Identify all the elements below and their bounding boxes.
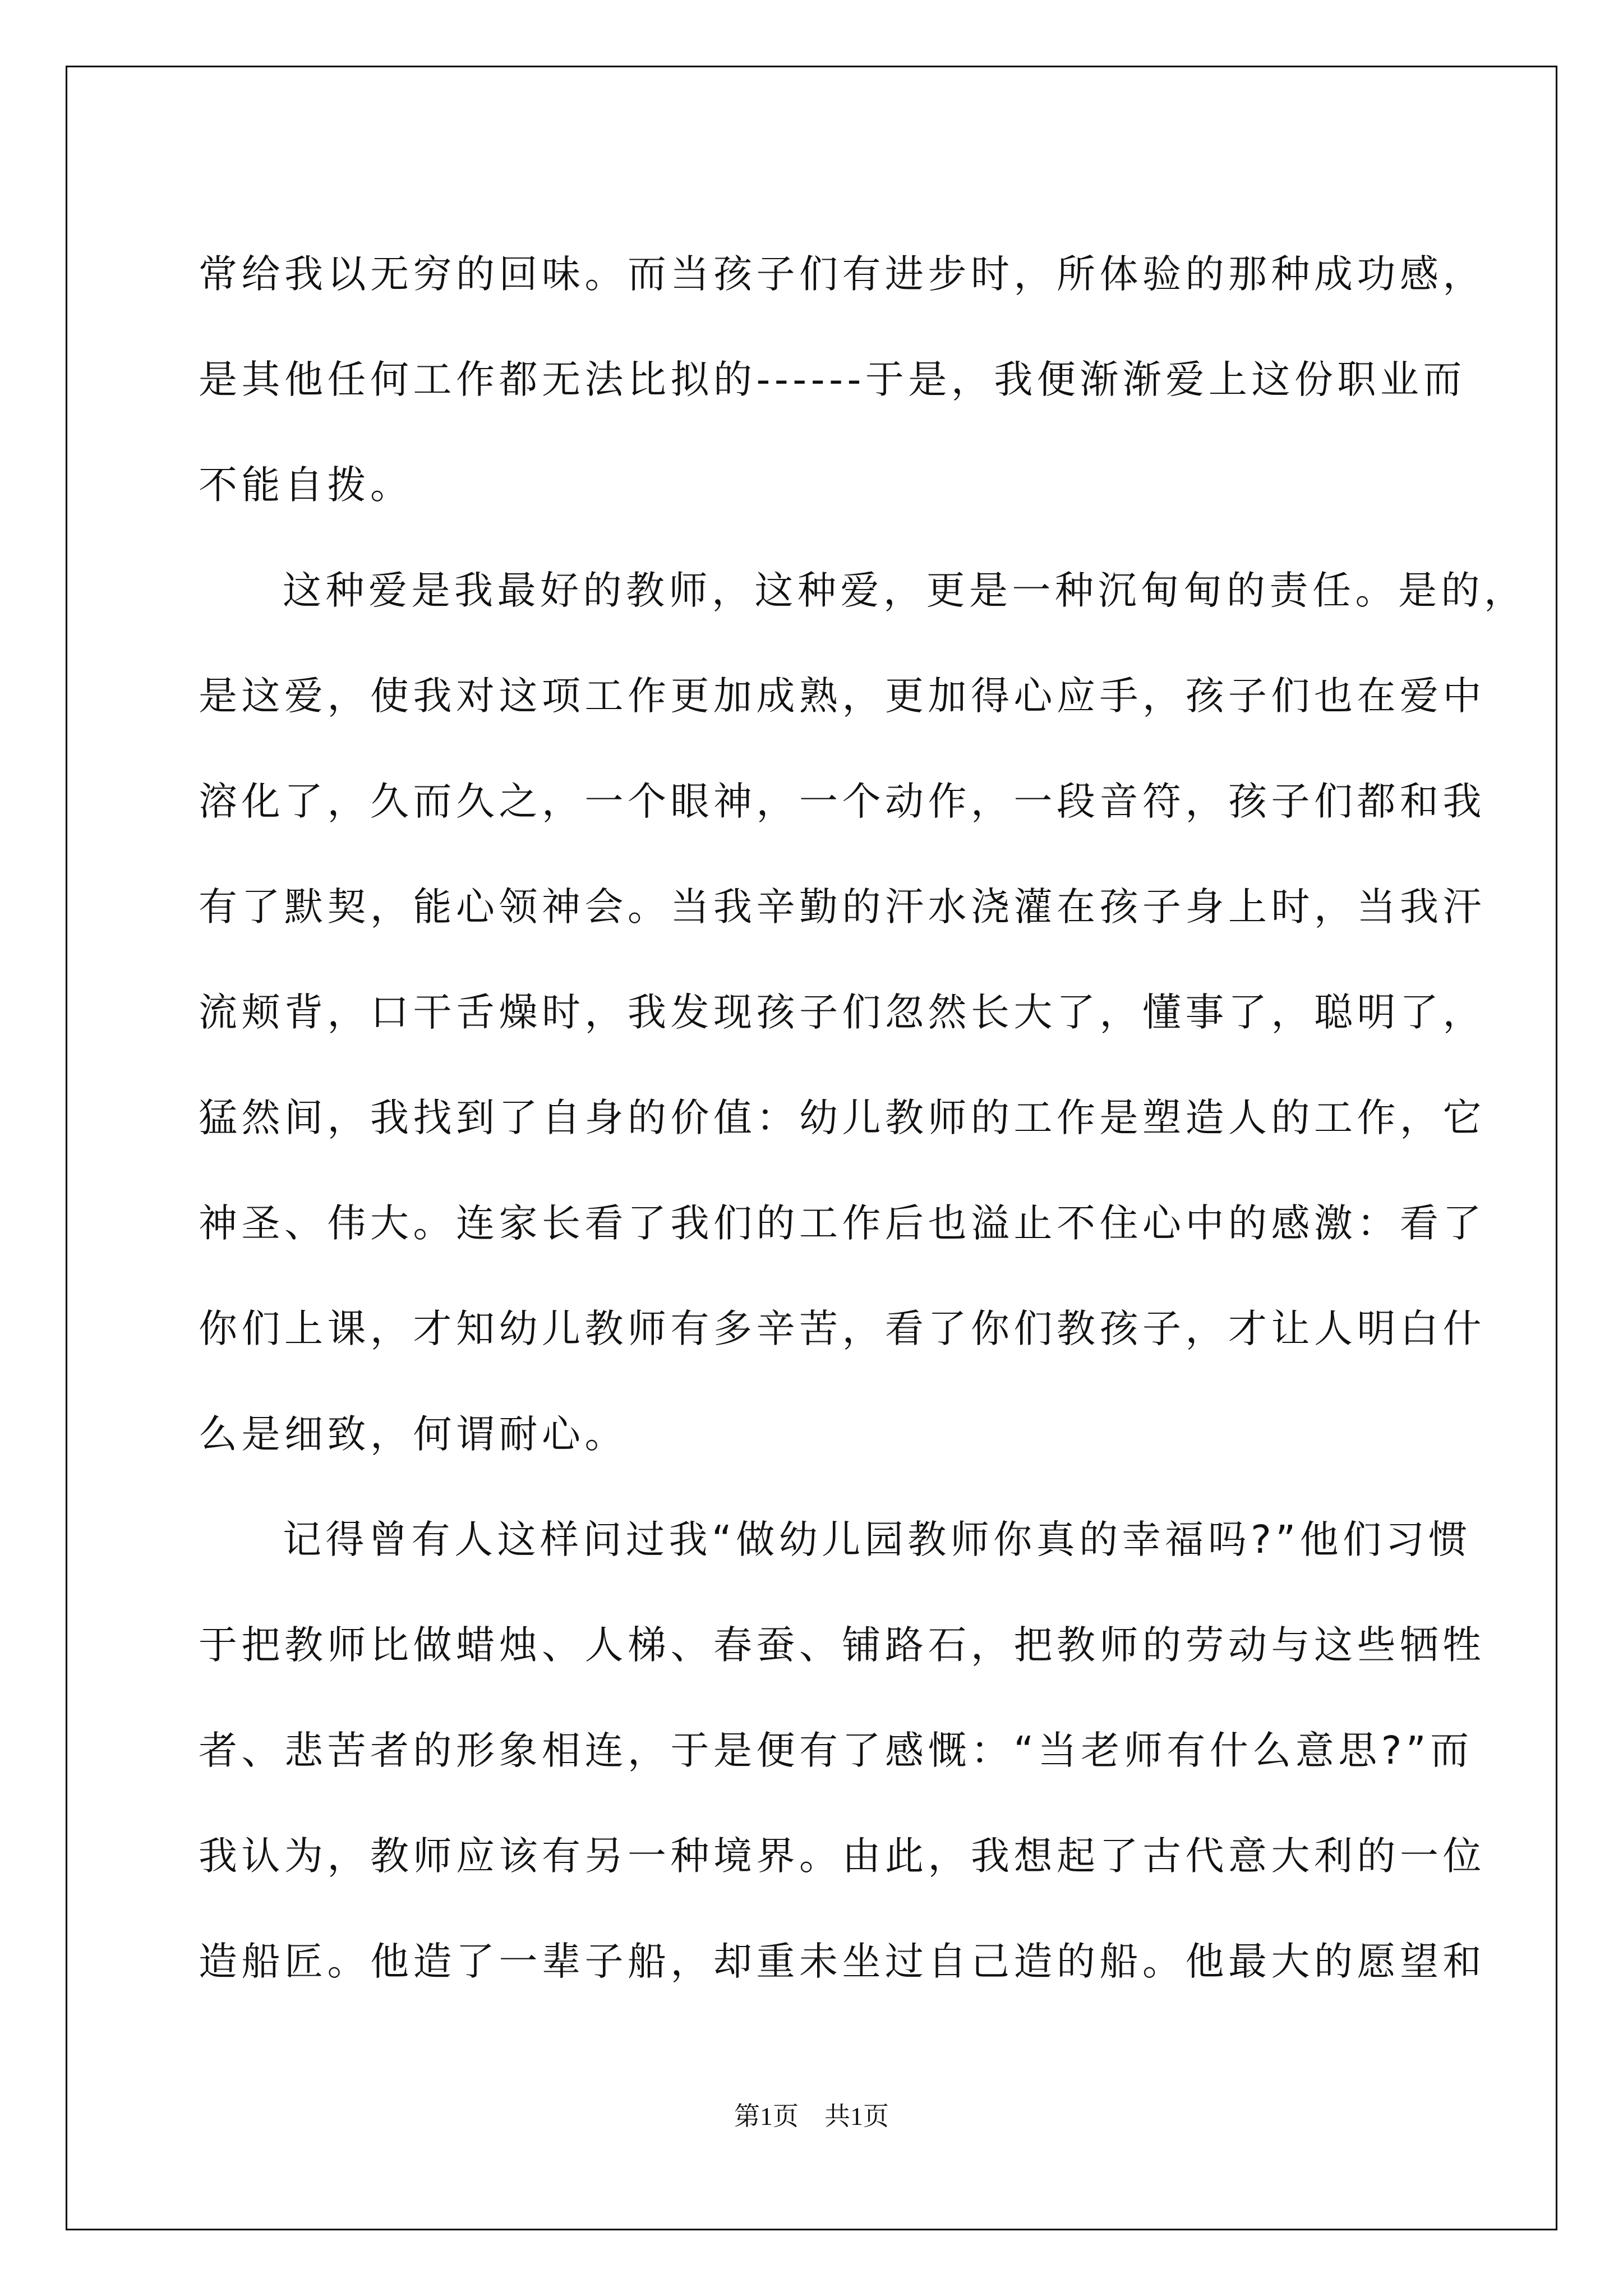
text-line: 有了默契，能心领神会。当我辛勤的汗水浇灌在孩子身上时，当我汗 bbox=[199, 885, 1486, 930]
text-line: 不能自拨。 bbox=[199, 463, 413, 508]
text-line: 猛然间，我找到了自身的价值：幼儿教师的工作是塑造人的工作，它 bbox=[199, 1096, 1486, 1140]
text-line: 这种爱是我最好的教师，这种爱，更是一种沉甸甸的责任。是的， bbox=[283, 568, 1527, 613]
paragraph-3 bbox=[199, 1487, 1486, 2014]
text-line: 常给我以无穷的回味。而当孩子们有进步时，所体验的那种成功感， bbox=[199, 252, 1486, 297]
text-line: 者、悲苦者的形象相连，于是便有了感慨：“当老师有什么意思?”而 bbox=[199, 1728, 1473, 1773]
text-line: 么是细致，何谓耐心。 bbox=[199, 1412, 628, 1457]
text-line: 你们上课，才知幼儿教师有多辛苦，看了你们教孩子，才让人明白什 bbox=[199, 1306, 1486, 1351]
text-line: 神圣、伟大。连家长看了我们的工作后也溢止不住心中的感激：看了 bbox=[199, 1201, 1486, 1246]
text-line: 是其他任何工作都无法比拟的------于是，我便渐渐爱上这份职业而 bbox=[199, 357, 1466, 402]
text-line: 流颊背，口干舌燥时，我发现孩子们忽然长大了，懂事了，聪明了， bbox=[199, 990, 1486, 1035]
text-line: 我认为，教师应该有另一种境界。由此，我想起了古代意大利的一位 bbox=[199, 1834, 1486, 1879]
paragraph-2 bbox=[199, 538, 1527, 1487]
document-body bbox=[199, 222, 1527, 2014]
page-footer: 第1页 共1页 bbox=[734, 2102, 889, 2131]
text-line: 造船匠。他造了一辈子船，却重未坐过自己造的船。他最大的愿望和 bbox=[199, 1939, 1486, 1984]
text-line: 记得曾有人这样问过我“做幼儿园教师你真的幸福吗?”他们习惯 bbox=[283, 1517, 1472, 1562]
text-line: 溶化了，久而久之，一个眼神，一个动作，一段音符，孩子们都和我 bbox=[199, 779, 1486, 824]
text-line: 是这爱，使我对这项工作更加成熟，更加得心应手，孩子们也在爱中 bbox=[199, 674, 1486, 719]
text-line: 于把教师比做蜡烛、人梯、春蚕、铺路石，把教师的劳动与这些牺牲 bbox=[199, 1623, 1486, 1668]
paragraph-1 bbox=[199, 222, 1486, 538]
